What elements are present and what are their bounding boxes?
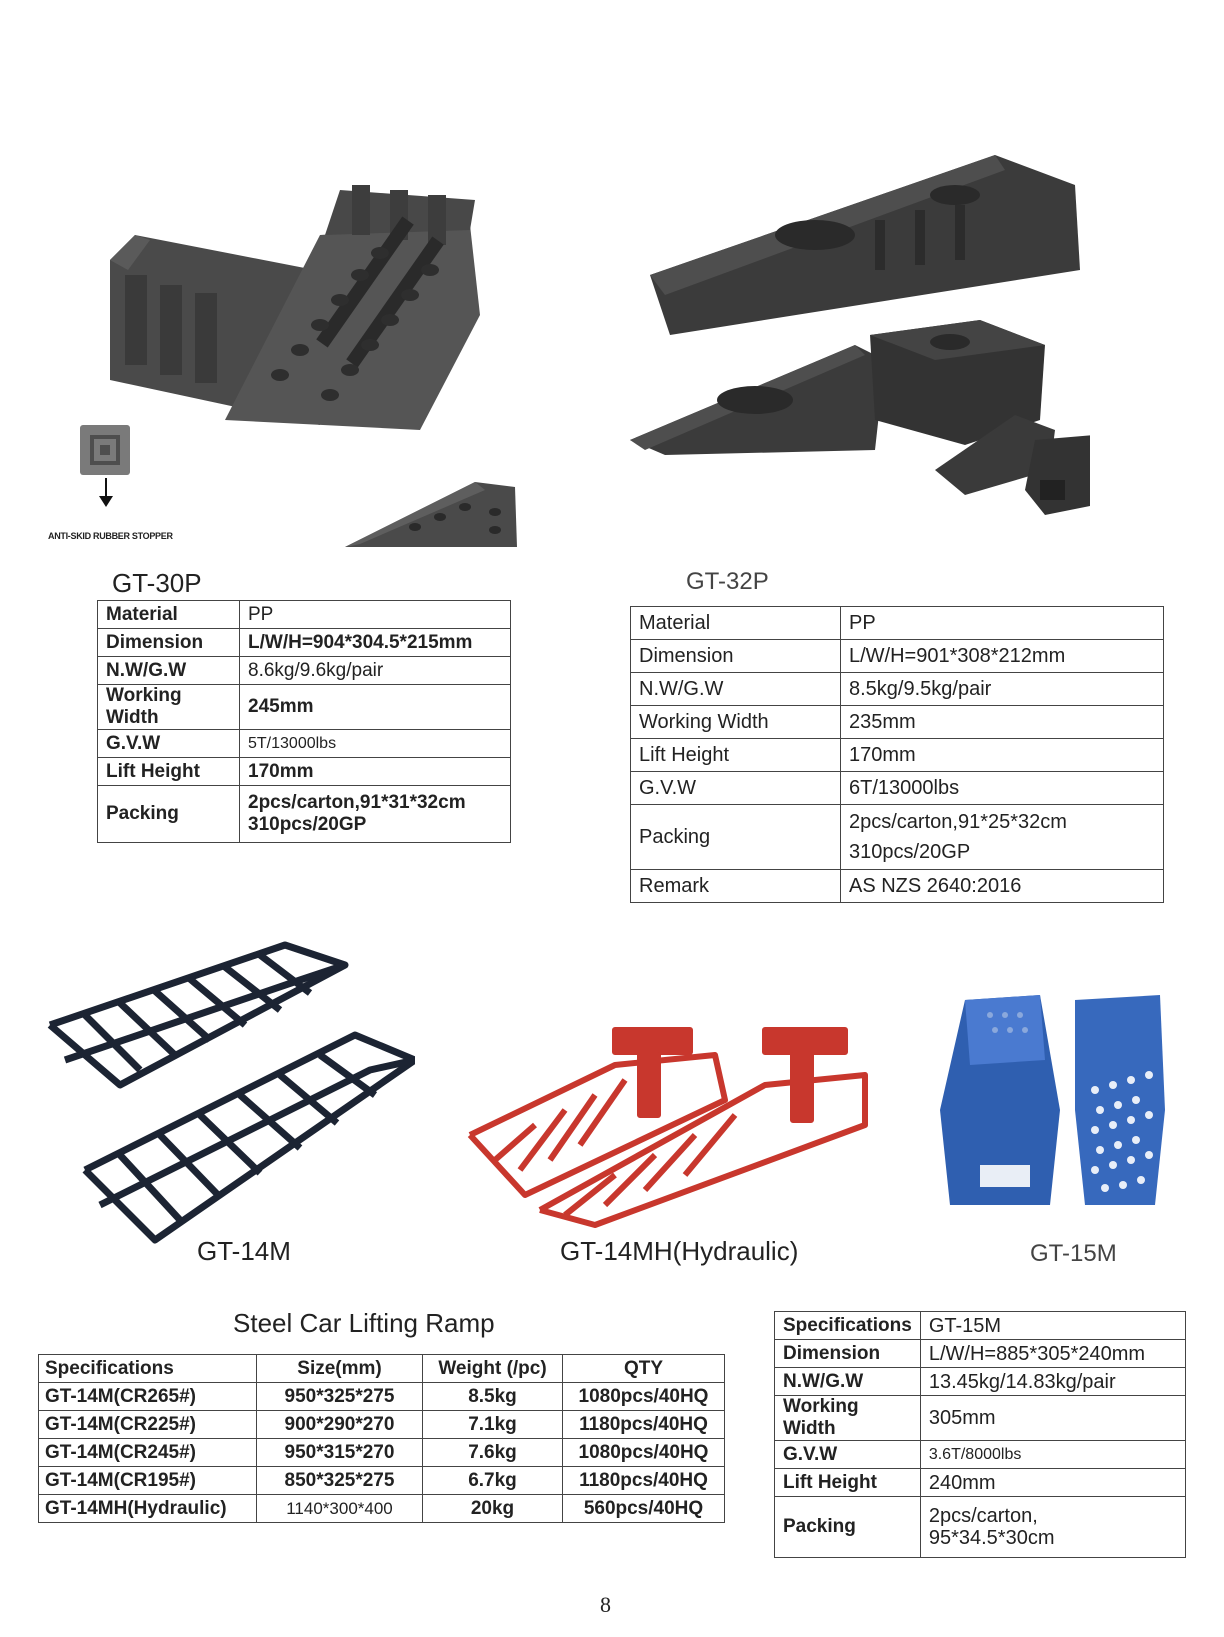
table-cell: 1140*300*400 [257, 1495, 423, 1523]
spec-label: Lift Height [775, 1469, 921, 1497]
spec-value [920, 1497, 1185, 1558]
spec-value: L/W/H=901*308*212mm [841, 640, 1164, 673]
table-cell: GT-14M(CR265#) [39, 1383, 257, 1411]
spec-value [841, 805, 1164, 870]
gt30p-title: GT-30P [112, 568, 202, 598]
table-cell: GT-14MH(Hydraulic) [39, 1495, 257, 1523]
table-row [631, 772, 1164, 805]
gt30p-image [90, 175, 490, 440]
table-cell: 950*315*270 [257, 1439, 423, 1467]
spec-label: Dimension [631, 640, 841, 673]
table-row [631, 805, 1164, 870]
spec-value-line: 95*34.5*30cm [928, 1527, 1055, 1549]
table-row [775, 1396, 1186, 1441]
spec-label: Working Width [631, 706, 841, 739]
anti-skid-stopper-image [80, 425, 130, 475]
table-row [775, 1340, 1186, 1368]
column-header: QTY [563, 1355, 725, 1383]
table-row [39, 1467, 725, 1495]
table-row [631, 673, 1164, 706]
spec-value: AS NZS 2640:2016 [841, 870, 1164, 903]
table-cell: 7.6kg [423, 1439, 563, 1467]
gt32p-spec-table [630, 606, 1164, 903]
spec-label: Dimension [775, 1340, 921, 1368]
table-row [98, 601, 511, 629]
table-row [631, 706, 1164, 739]
spec-value: 170mm [240, 758, 511, 786]
spec-label: G.V.W [631, 772, 841, 805]
table-header-row [39, 1355, 725, 1383]
anti-skid-stopper-label: ANTI-SKID RUBBER STOPPER [48, 531, 173, 541]
spec-value: 245mm [240, 685, 511, 730]
spec-label: Packing [98, 786, 240, 843]
spec-value [240, 786, 511, 843]
table-cell: 1180pcs/40HQ [563, 1411, 725, 1439]
table-row [775, 1312, 1186, 1340]
table-cell: 850*325*275 [257, 1467, 423, 1495]
table-row [98, 629, 511, 657]
table-cell: 560pcs/40HQ [563, 1495, 725, 1523]
spec-value-line: 310pcs/20GP [248, 814, 367, 835]
spec-value: 3.6T/8000lbs [920, 1441, 1185, 1469]
spec-label: Packing [631, 805, 841, 870]
gt30p-side-image [345, 482, 520, 552]
column-header: Size(mm) [257, 1355, 423, 1383]
gt14mh-caption: GT-14MH(Hydraulic) [560, 1236, 799, 1266]
table-row [39, 1411, 725, 1439]
spec-label: G.V.W [775, 1441, 921, 1469]
spec-label: N.W/G.W [775, 1368, 921, 1396]
table-row [775, 1497, 1186, 1558]
table-row [631, 739, 1164, 772]
spec-label: Packing [775, 1497, 921, 1558]
spec-label: Lift Height [98, 758, 240, 786]
table-cell: 950*325*275 [257, 1383, 423, 1411]
spec-value: 170mm [841, 739, 1164, 772]
table-cell: 1180pcs/40HQ [563, 1467, 725, 1495]
table-cell: GT-14M(CR195#) [39, 1467, 257, 1495]
spec-value: 235mm [841, 706, 1164, 739]
spec-label: G.V.W [98, 730, 240, 758]
table-cell: GT-14M(CR245#) [39, 1439, 257, 1467]
table-cell: 6.7kg [423, 1467, 563, 1495]
spec-label: N.W/G.W [631, 673, 841, 706]
spec-value: 240mm [920, 1469, 1185, 1497]
table-row [775, 1469, 1186, 1497]
spec-label: N.W/G.W [98, 657, 240, 685]
spec-value: 8.5kg/9.5kg/pair [841, 673, 1164, 706]
gt32p-title: GT-32P [686, 568, 769, 595]
table-row [631, 607, 1164, 640]
column-header: Specifications [39, 1355, 257, 1383]
arrow-down-icon [96, 478, 116, 508]
spec-label: Working Width [98, 685, 240, 730]
table-cell: 7.1kg [423, 1411, 563, 1439]
table-cell: 20kg [423, 1495, 563, 1523]
table-cell: GT-14M(CR225#) [39, 1411, 257, 1439]
table-cell: 1080pcs/40HQ [563, 1439, 725, 1467]
table-row [98, 758, 511, 786]
table-row [98, 685, 511, 730]
gt14m-image [45, 935, 415, 1245]
gt15m-spec-table [774, 1311, 1186, 1558]
spec-value: 13.45kg/14.83kg/pair [920, 1368, 1185, 1396]
spec-value-line: 310pcs/20GP [849, 841, 971, 863]
spec-value: 5T/13000lbs [240, 730, 511, 758]
steel-table-title: Steel Car Lifting Ramp [233, 1308, 495, 1338]
spec-label: Material [98, 601, 240, 629]
table-row [39, 1439, 725, 1467]
table-row [775, 1441, 1186, 1469]
table-row [98, 657, 511, 685]
gt30p-spec-table [97, 600, 511, 843]
spec-label: Working Width [775, 1396, 921, 1441]
gt14mh-image [465, 1010, 885, 1230]
spec-value: 6T/13000lbs [841, 772, 1164, 805]
spec-label: Material [631, 607, 841, 640]
table-cell: 1080pcs/40HQ [563, 1383, 725, 1411]
table-cell: 8.5kg [423, 1383, 563, 1411]
gt14m-caption: GT-14M [197, 1236, 291, 1266]
spec-value: PP [240, 601, 511, 629]
column-header: Weight (/pc) [423, 1355, 563, 1383]
gt32p-image [625, 150, 1090, 550]
spec-label: Dimension [98, 629, 240, 657]
table-row [98, 786, 511, 843]
steel-ramp-table [38, 1354, 725, 1523]
spec-label: Lift Height [631, 739, 841, 772]
spec-label: Remark [631, 870, 841, 903]
spec-value-line: 2pcs/carton, [928, 1505, 1038, 1527]
spec-value: 305mm [920, 1396, 1185, 1441]
gt15m-caption: GT-15M [1030, 1240, 1117, 1267]
spec-value: PP [841, 607, 1164, 640]
spec-label: Specifications [775, 1312, 921, 1340]
spec-value: L/W/H=904*304.5*215mm [240, 629, 511, 657]
gt15m-image [935, 990, 1175, 1210]
table-row [98, 730, 511, 758]
table-row [39, 1383, 725, 1411]
table-row [631, 870, 1164, 903]
table-row [631, 640, 1164, 673]
table-row [775, 1368, 1186, 1396]
spec-value: GT-15M [920, 1312, 1185, 1340]
page-number: 8 [600, 1592, 611, 1617]
spec-value: L/W/H=885*305*240mm [920, 1340, 1185, 1368]
table-row [39, 1495, 725, 1523]
spec-value-line: 2pcs/carton,91*25*32cm [849, 811, 1067, 833]
table-cell: 900*290*270 [257, 1411, 423, 1439]
spec-value: 8.6kg/9.6kg/pair [240, 657, 511, 685]
spec-value-line: 2pcs/carton,91*31*32cm [248, 792, 466, 813]
